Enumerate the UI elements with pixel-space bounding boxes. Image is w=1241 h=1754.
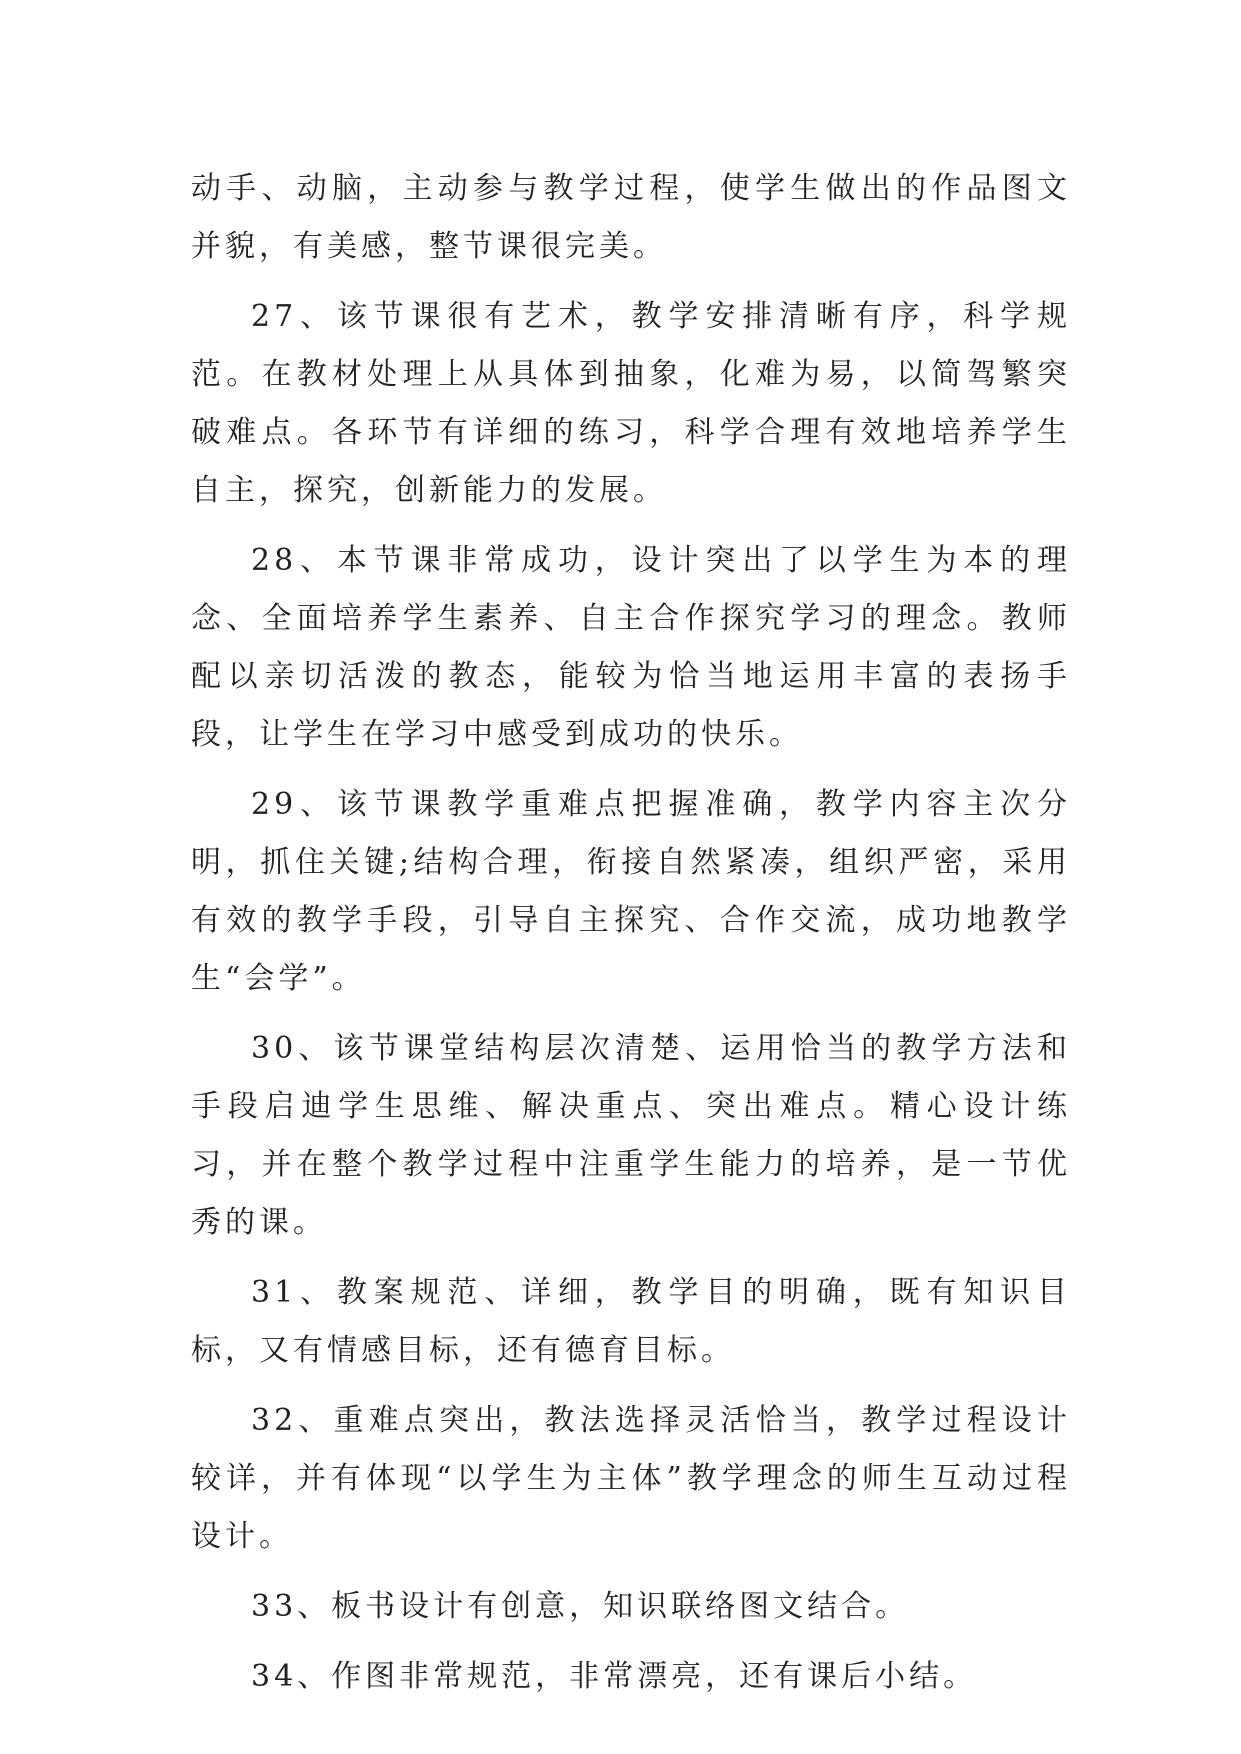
paragraph-continuation: 动手、动脑，主动参与教学过程，使学生做出的作品图文并貌，有美感，整节课很完美。: [191, 171, 1071, 264]
paragraph-32: 32、重难点突出，教法选择灵活恰当，教学过程设计较详，并有体现“以学生为主体”教学理念的师生互动过程设计。: [191, 1403, 1071, 1554]
paragraph-34: 34、作图非常规范，非常漂亮，还有课后小结。: [251, 1659, 978, 1694]
document-body: [191, 160, 1071, 1718]
paragraph-29: 29、该节课教学重难点把握准确，教学内容主次分明，抓住关键;结构合理，衔接自然紧凑，组织严密，采用有效的教学手段，引导自主探究、合作交流，成功地教学生“会学”。: [191, 787, 1071, 996]
paragraph-33: 33、板书设计有创意，知识联络图文结合。: [251, 1589, 910, 1624]
paragraph-28: 28、本节课非常成功，设计突出了以学生为本的理念、全面培养学生素养、自主合作探究学习的理念。教师配以亲切活泼的教态，能较为恰当地运用丰富的表扬手段，让学生在学习中感受到成功的快乐。: [191, 543, 1071, 752]
paragraph-31: 31、教案规范、详细，教学目的明确，既有知识目标，又有情感目标，还有德育目标。: [191, 1275, 1071, 1368]
paragraph-30: 30、该节课堂结构层次清楚、运用恰当的教学方法和手段启迪学生思维、解决重点、突出难点。精心设计练习，并在整个教学过程中注重学生能力的培养，是一节优秀的课。: [191, 1031, 1071, 1240]
paragraph-27: 27、该节课很有艺术，教学安排清晰有序，科学规范。在教材处理上从具体到抽象，化难为易，以简驾繁突破难点。各环节有详细的练习，科学合理有效地培养学生自主，探究，创新能力的发展。: [191, 299, 1071, 508]
